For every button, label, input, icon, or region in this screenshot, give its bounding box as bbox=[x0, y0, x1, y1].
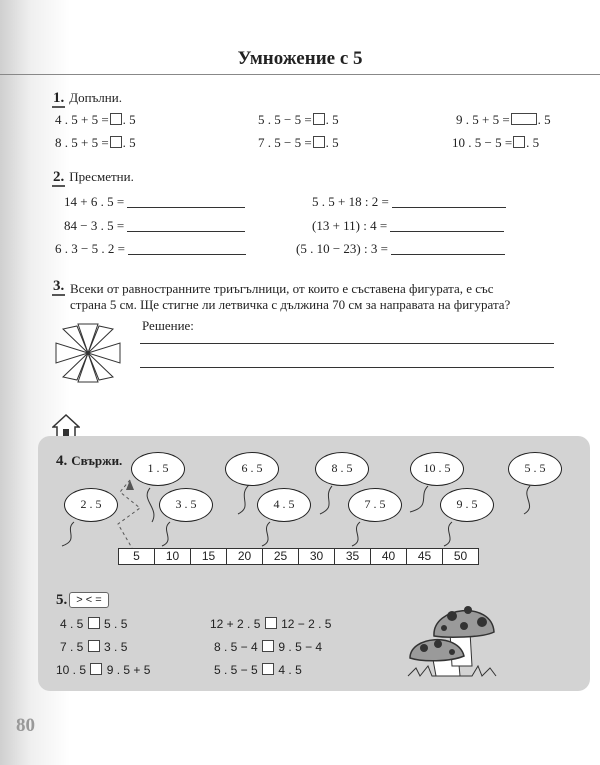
ex5-row3-left: 10 . 5 9 . 5 + 5 bbox=[56, 663, 151, 677]
compare-box[interactable] bbox=[88, 617, 100, 629]
number-cell[interactable]: 25 bbox=[262, 548, 299, 565]
ex5-row2-right: 8 . 5 − 4 9 . 5 − 4 bbox=[214, 640, 323, 654]
ex1-row2-item2: 7 . 5 − 5 = . 5 bbox=[258, 135, 339, 150]
balloon[interactable]: 8 . 5 bbox=[315, 452, 369, 486]
balloon[interactable]: 7 . 5 bbox=[348, 488, 402, 522]
ex2-number: 2. bbox=[53, 169, 65, 185]
number-cell[interactable]: 50 bbox=[442, 548, 479, 565]
number-cell[interactable]: 40 bbox=[370, 548, 407, 565]
mushrooms-illustration bbox=[402, 592, 512, 680]
ex2-right-2: (13 + 11) : 4 = bbox=[312, 218, 504, 234]
ex1-number: 1. bbox=[53, 90, 65, 106]
balloon[interactable]: 9 . 5 bbox=[440, 488, 494, 522]
balloon[interactable]: 6 . 5 bbox=[225, 452, 279, 486]
ex5-row3-right: 5 . 5 − 5 4 . 5 bbox=[214, 663, 302, 677]
ex3-number: 3. bbox=[53, 278, 65, 294]
number-cell[interactable]: 15 bbox=[190, 548, 227, 565]
balloon[interactable]: 5 . 5 bbox=[508, 452, 562, 486]
compare-box[interactable] bbox=[88, 640, 100, 652]
compare-box[interactable] bbox=[262, 663, 274, 675]
ex1-row1-item3: 9 . 5 + 5 = . 5 bbox=[456, 112, 551, 127]
ex1-instruction: Допълни. bbox=[69, 90, 122, 105]
number-cell[interactable]: 30 bbox=[298, 548, 335, 565]
ex2-instruction: Пресметни. bbox=[69, 169, 134, 184]
compare-box[interactable] bbox=[265, 617, 277, 629]
solution-label: Решение: bbox=[142, 318, 194, 333]
ex1-row2-item1: 8 . 5 + 5 = . 5 bbox=[55, 135, 136, 150]
compare-box[interactable] bbox=[262, 640, 274, 652]
ex1-row1-item1: 4 . 5 + 5 = . 5 bbox=[55, 112, 136, 127]
page-title: Умножение с 5 bbox=[237, 48, 363, 69]
balloon[interactable]: 10 . 5 bbox=[410, 452, 464, 486]
number-cell[interactable]: 20 bbox=[226, 548, 263, 565]
compare-box[interactable] bbox=[90, 663, 102, 675]
ex2-right-1: 5 . 5 + 18 : 2 = bbox=[312, 194, 506, 210]
number-cell[interactable]: 5 bbox=[118, 548, 155, 565]
ex2-right-3: (5 . 10 − 23) : 3 = bbox=[296, 241, 505, 257]
ex1-row2-item3: 10 . 5 − 5 = . 5 bbox=[452, 135, 540, 150]
page-number: 80 bbox=[16, 715, 35, 736]
ex2-left-1: 14 + 6 . 5 = bbox=[64, 194, 245, 210]
number-cell[interactable]: 10 bbox=[154, 548, 191, 565]
balloon[interactable]: 4 . 5 bbox=[257, 488, 311, 522]
number-cell[interactable]: 35 bbox=[334, 548, 371, 565]
balloon[interactable]: 1 . 5 bbox=[131, 452, 185, 486]
balloon[interactable]: 3 . 5 bbox=[159, 488, 213, 522]
ex1-row1-item2: 5 . 5 − 5 = . 5 bbox=[258, 112, 339, 127]
ex5-row1-right: 12 + 2 . 5 12 − 2 . 5 bbox=[210, 617, 332, 631]
number-cell[interactable]: 45 bbox=[406, 548, 443, 565]
ex2-left-3: 6 . 3 − 5 . 2 = bbox=[55, 241, 246, 257]
ex4-number: 4. bbox=[56, 453, 68, 469]
ex5-number: 5. bbox=[56, 592, 68, 608]
ex4-instruction: Свържи. bbox=[71, 453, 123, 468]
balloon[interactable]: 2 . 5 bbox=[64, 488, 118, 522]
ex5-row2-left: 7 . 5 3 . 5 bbox=[60, 640, 128, 654]
ex2-left-2: 84 − 3 . 5 = bbox=[64, 218, 245, 234]
ex5-row1-left: 4 . 5 5 . 5 bbox=[60, 617, 128, 631]
ex3-text: Всеки от равностранните триъгълници, от които е съставена фигурата, е със страна 5 см. Ще стигне ли летвичка с дължина 70 см за направата на фигурата? bbox=[70, 281, 511, 312]
comparison-symbols: > < = bbox=[69, 592, 109, 608]
